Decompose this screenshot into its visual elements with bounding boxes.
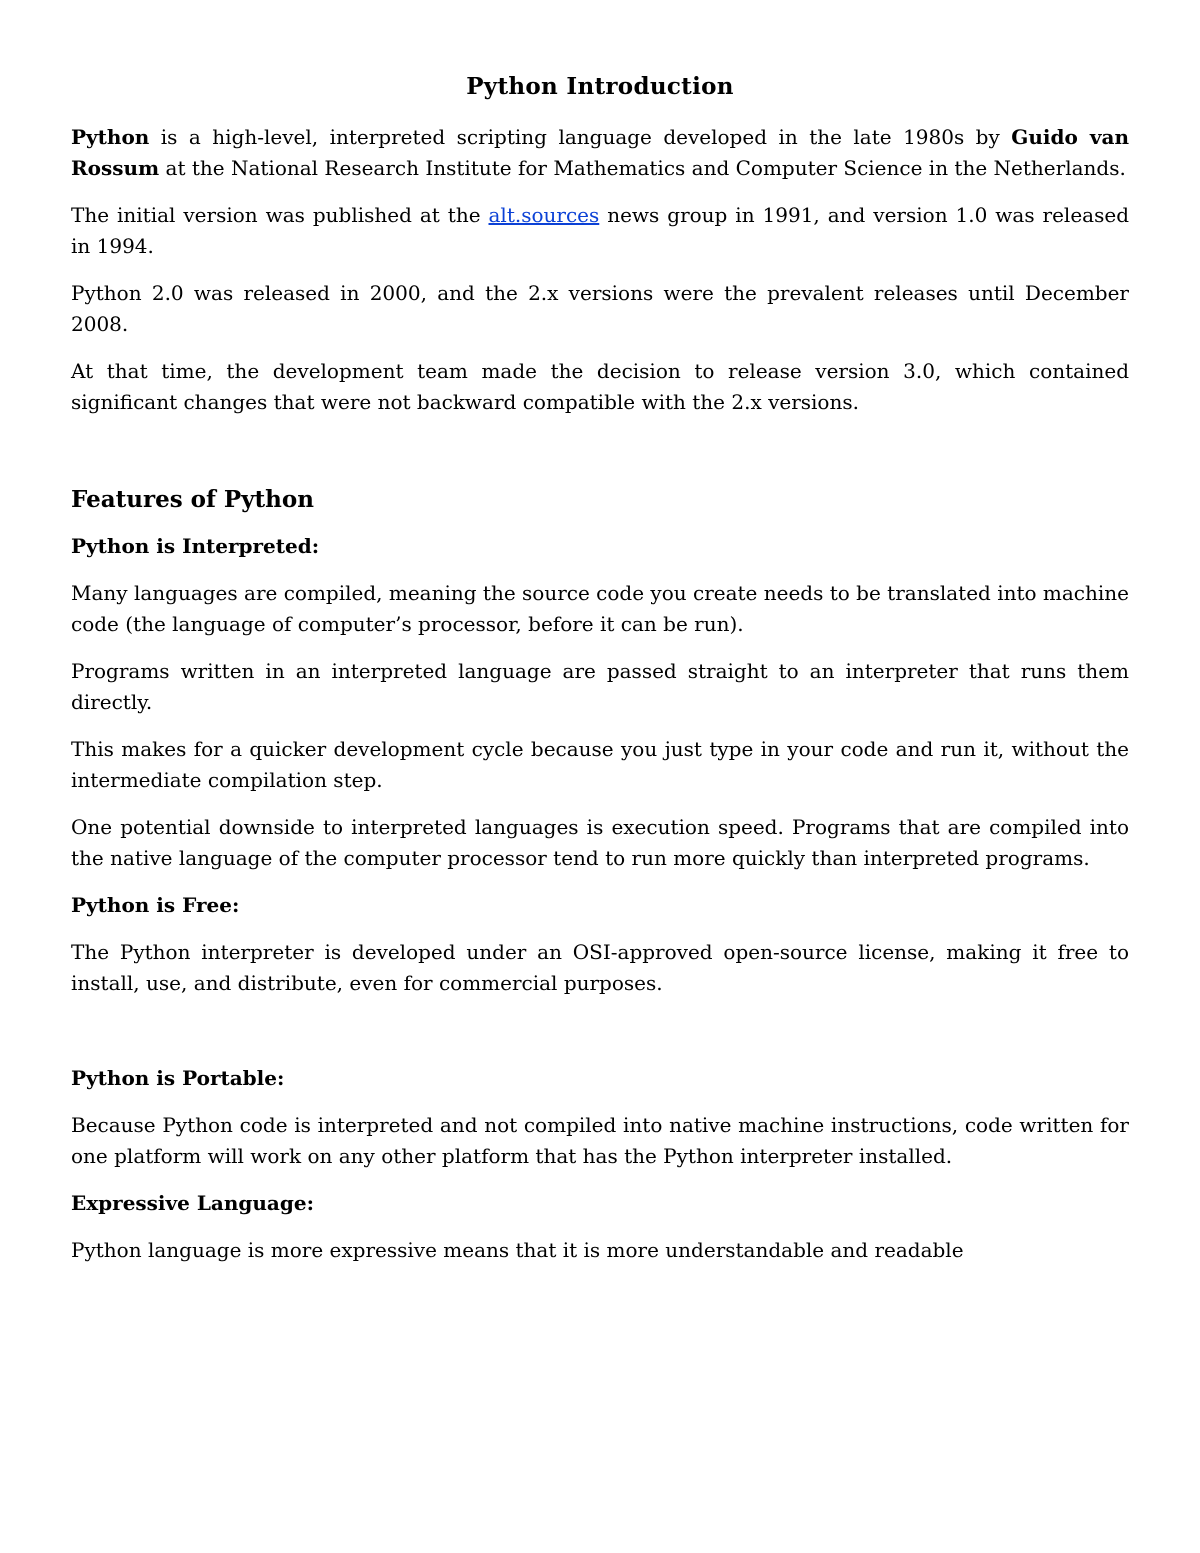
spacer: [71, 434, 1129, 483]
document-page: [71, 70, 1129, 1283]
expressive-heading: Expressive Language:: [71, 1191, 314, 1215]
page-title: Python Introduction: [466, 73, 734, 100]
intro-paragraph-4: At that time, the development team made the decision to release version 3.0, which contained significant changes that were not backward compatible with the 2.x versions.: [71, 359, 1129, 414]
intro-p2-text-b: news group in 1991, and version 1.0 was released in 1994.: [71, 203, 1129, 258]
intro-p2-text-a: The initial version was published at the: [71, 203, 489, 227]
intro-paragraph-2: [71, 200, 1129, 261]
intro-p1-text-b: at the National Research Institute for Mathematics and Computer Science in the Netherlands.: [159, 155, 1126, 180]
interpreted-paragraph-2: Programs written in an interpreted language are passed straight to an interpreter that runs them directly.: [71, 659, 1129, 714]
portable-paragraph-1: Because Python code is interpreted and not compiled into native machine instructions, code written for one platform will work on any other platform that has the Python interpreter installed.: [71, 1113, 1129, 1168]
interpreted-paragraph-3: This makes for a quicker development cycle because you just type in your code and run it, without the intermediate compilation step.: [71, 737, 1129, 792]
bold-python: Python: [71, 125, 150, 149]
bold-guido-van-rossum: Guido van Rossum: [71, 125, 1129, 180]
intro-p1-text-a: is a high-level, interpreted scripting language developed in the late 1980s by: [149, 125, 1012, 149]
features-heading: Features of Python: [71, 486, 314, 513]
spacer: [71, 1015, 1129, 1063]
free-heading: Python is Free:: [71, 893, 240, 917]
portable-heading: Python is Portable:: [71, 1066, 285, 1090]
intro-paragraph-1: [71, 122, 1129, 183]
alt-sources-link[interactable]: alt.sources: [488, 203, 600, 227]
intro-paragraph-3: Python 2.0 was released in 2000, and the 2.x versions were the prevalent releases until December 2008.: [71, 281, 1129, 336]
free-paragraph-1: The Python interpreter is developed under an OSI-approved open-source license, making it free to install, use, and distribute, even for commercial purposes.: [71, 940, 1129, 995]
interpreted-paragraph-1: Many languages are compiled, meaning the source code you create needs to be translated into machine code (the language of computer’s processor, before it can be run).: [71, 581, 1129, 636]
interpreted-heading: Python is Interpreted:: [71, 534, 320, 558]
interpreted-paragraph-4: One potential downside to interpreted languages is execution speed. Programs that are compiled into the native language of the computer processor tend to run more quickly than interpreted programs.: [71, 815, 1129, 870]
expressive-paragraph-1: Python language is more expressive means that it is more understandable and readable: [71, 1238, 964, 1262]
